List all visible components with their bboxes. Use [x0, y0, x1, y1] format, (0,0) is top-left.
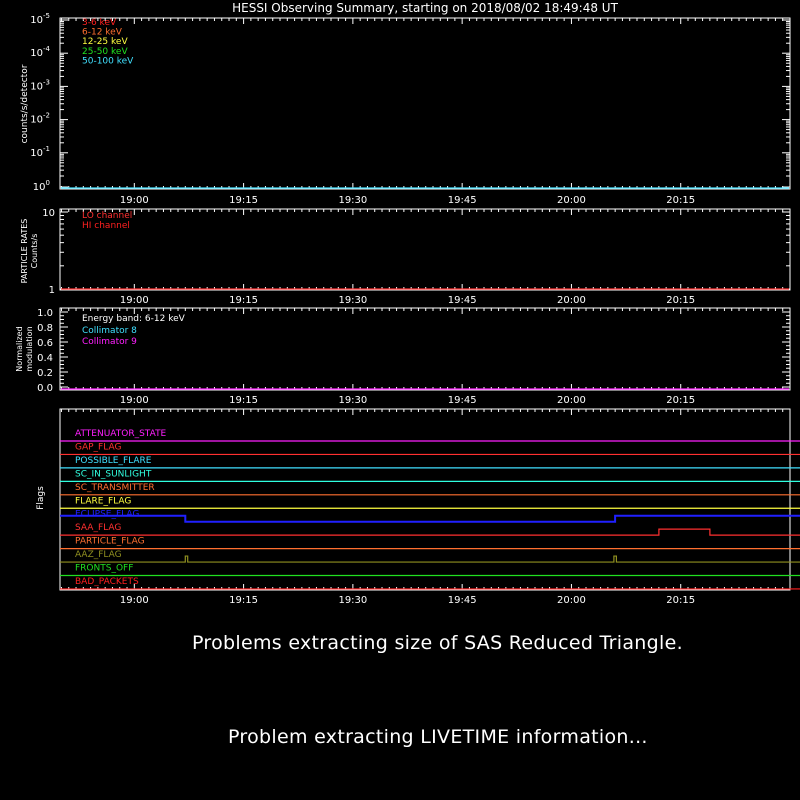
legend-entry: Collimator 9 [82, 337, 137, 347]
x-tick-label: 19:45 [447, 595, 477, 606]
flag-line [60, 556, 800, 562]
flag-label: FRONTS_OFF [75, 563, 134, 574]
x-tick-label: 19:15 [229, 195, 259, 206]
flag-label: FLARE_FLAG [75, 496, 132, 507]
y-tick-label: 0.8 [37, 323, 53, 334]
legend-entry: Collimator 8 [82, 326, 137, 336]
flag-label: ECLIPSE_FLAG [75, 509, 140, 520]
y-tick-label: 10 [42, 208, 55, 219]
x-tick-label: 19:30 [338, 295, 368, 306]
y-tick-label: $10^{-2}$ [30, 111, 50, 126]
x-tick-label: 19:30 [338, 195, 368, 206]
y-axis-label: counts/s/detector [20, 64, 30, 144]
x-tick-label: 20:15 [666, 295, 696, 306]
x-tick-label: 20:00 [557, 195, 586, 206]
flag-label: SC_TRANSMITTER [75, 482, 155, 493]
legend-entry: 12-25 keV [82, 37, 128, 48]
plot-title: HESSI Observing Summary, starting on 2018/08/02 18:49:48 UT [232, 1, 618, 15]
legend-entry: 50-100 keV [82, 56, 134, 67]
panels [15, 12, 800, 606]
flag-label: BAD_PACKETS [75, 576, 139, 587]
legend-entry: LO channel [82, 211, 133, 221]
flag-line [60, 516, 800, 522]
flags-frame [60, 409, 790, 590]
y-tick-label: $10^{-5}$ [30, 12, 50, 26]
sas-message: Problems extracting size of SAS Reduced Triangle. [192, 632, 683, 654]
count-rates-panel [20, 12, 790, 206]
x-tick-label: 19:15 [229, 295, 259, 306]
count-rates-frame [60, 18, 790, 189]
x-tick-label: 19:45 [447, 395, 477, 406]
y-tick-label: 0.6 [37, 338, 53, 349]
x-tick-label: 20:00 [557, 595, 586, 606]
legend-entry: 3-6 keV [82, 18, 117, 28]
x-tick-label: 19:00 [119, 195, 149, 206]
x-tick-label: 19:00 [119, 295, 149, 306]
legend-entry: 6-12 keV [82, 27, 122, 38]
y-tick-label: 0.2 [37, 368, 53, 379]
x-tick-label: 19:45 [447, 195, 477, 206]
flag-label: GAP_FLAG [75, 442, 122, 453]
y-tick-label: $10^{-3}$ [30, 78, 50, 93]
x-tick-label: 19:00 [119, 395, 149, 406]
x-tick-label: 20:15 [666, 195, 696, 206]
legend-entry: 25-50 keV [82, 46, 128, 57]
flag-line [60, 529, 800, 535]
x-tick-label: 19:15 [229, 395, 259, 406]
y-tick-label: $10^{-1}$ [30, 144, 50, 159]
y-axis-label: Counts/s [30, 233, 39, 269]
x-tick-label: 20:00 [557, 295, 586, 306]
flag-label: SC_IN_SUNLIGHT [75, 469, 152, 480]
x-tick-label: 19:00 [119, 595, 149, 606]
modulation-panel [15, 308, 790, 406]
y-axis-label: modulation [25, 326, 34, 372]
y-tick-label: 0.4 [37, 353, 53, 364]
y-axis-label: Normalized [15, 326, 24, 372]
flag-label: ATTENUATOR_STATE [75, 429, 167, 439]
y-axis-label: PARTICLE RATES [20, 218, 29, 284]
flag-label: SAA_FLAG [75, 523, 122, 534]
particle-rates-panel [20, 208, 790, 306]
x-tick-label: 19:30 [338, 395, 368, 406]
x-tick-label: 19:15 [229, 595, 259, 606]
x-tick-label: 19:45 [447, 295, 477, 306]
flag-label: PARTICLE_FLAG [75, 536, 145, 547]
x-tick-label: 20:00 [557, 395, 586, 406]
x-tick-label: 19:30 [338, 595, 368, 606]
y-tick-label: $10^0$ [32, 179, 50, 193]
energy-band-annotation: Energy band: 6-12 keV [82, 314, 185, 324]
y-axis-label: Flags [36, 486, 46, 510]
x-tick-label: 20:15 [666, 595, 696, 606]
livetime-message: Problem extracting LIVETIME information... [228, 726, 648, 748]
y-tick-label: 0.0 [37, 383, 53, 394]
flag-label: AAZ_FLAG [75, 550, 122, 561]
flags-panel [36, 409, 800, 606]
x-tick-label: 20:15 [666, 395, 696, 406]
particle-rates-frame [60, 209, 790, 290]
y-tick-label: $10^{-4}$ [30, 45, 50, 60]
y-tick-label: 1.0 [37, 308, 53, 319]
y-tick-label: 1 [48, 285, 55, 296]
legend-entry: HI channel [82, 221, 130, 231]
flag-label: POSSIBLE_FLARE [75, 455, 152, 466]
